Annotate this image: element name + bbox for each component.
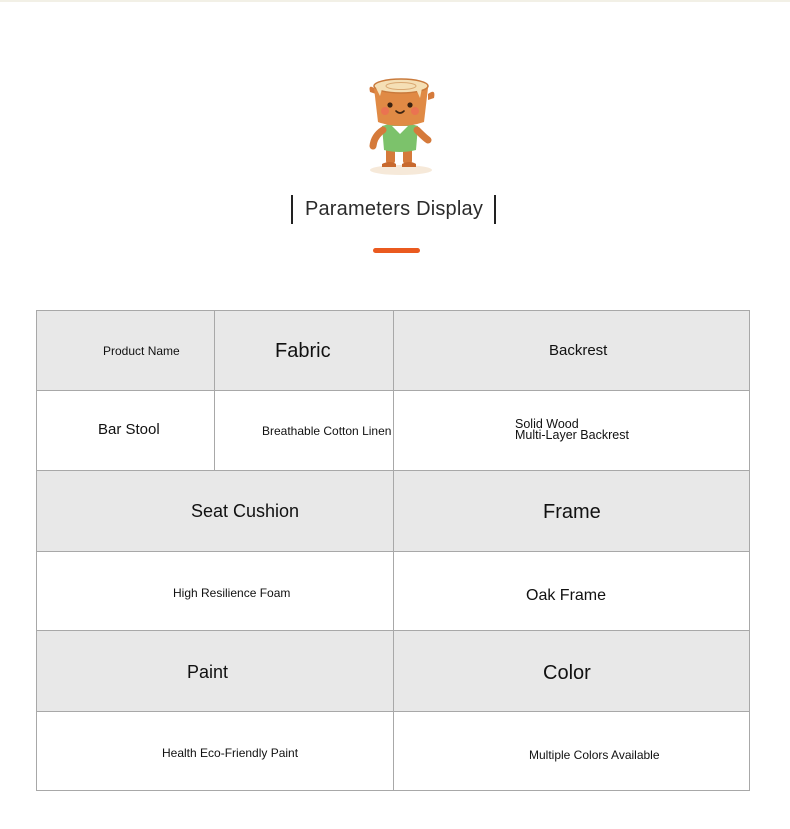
tree-stump-mascot-icon — [358, 74, 442, 178]
backrest-label: Backrest — [549, 342, 608, 359]
product-name-label: Product Name — [103, 344, 180, 358]
frame-value: Oak Frame — [526, 587, 607, 604]
paint-value-cell — [36, 711, 393, 791]
frame-header-cell — [393, 470, 750, 551]
page-title: Parameters Display — [304, 198, 484, 220]
paint-value: Health Eco-Friendly Paint — [162, 746, 299, 760]
column-divider — [214, 310, 215, 470]
color-label: Color — [543, 662, 591, 684]
color-value-cell — [393, 711, 750, 791]
section-title — [291, 195, 497, 224]
paint-label: Paint — [187, 662, 229, 682]
backrest-header-cell — [393, 310, 750, 390]
paint-header-cell — [36, 630, 393, 711]
parameters-table — [36, 310, 750, 791]
product-name-value-cell — [36, 390, 214, 470]
title-underline — [373, 248, 420, 253]
seat-cushion-label: Seat Cushion — [191, 501, 300, 521]
fabric-value-cell — [214, 390, 393, 470]
product-name-header-cell — [36, 310, 214, 390]
backrest-value-line2: Multi-Layer Backrest — [515, 428, 629, 442]
title-right-bar — [494, 195, 496, 224]
seat-cushion-value: High Resilience Foam — [173, 586, 291, 600]
fabric-header-cell — [214, 310, 393, 390]
top-divider — [0, 0, 790, 2]
backrest-value-cell — [393, 390, 750, 470]
frame-label: Frame — [543, 501, 601, 523]
fabric-value: Breathable Cotton Linen — [262, 424, 392, 438]
color-value: Multiple Colors Available — [529, 748, 660, 762]
seat-cushion-value-cell — [36, 551, 393, 630]
product-name-value: Bar Stool — [98, 421, 160, 438]
backrest-value-line1: Solid Wood — [515, 417, 579, 431]
seat-cushion-header-cell — [36, 470, 393, 551]
column-divider — [393, 310, 394, 791]
color-header-cell — [393, 630, 750, 711]
fabric-label: Fabric — [275, 340, 331, 362]
frame-value-cell — [393, 551, 750, 630]
